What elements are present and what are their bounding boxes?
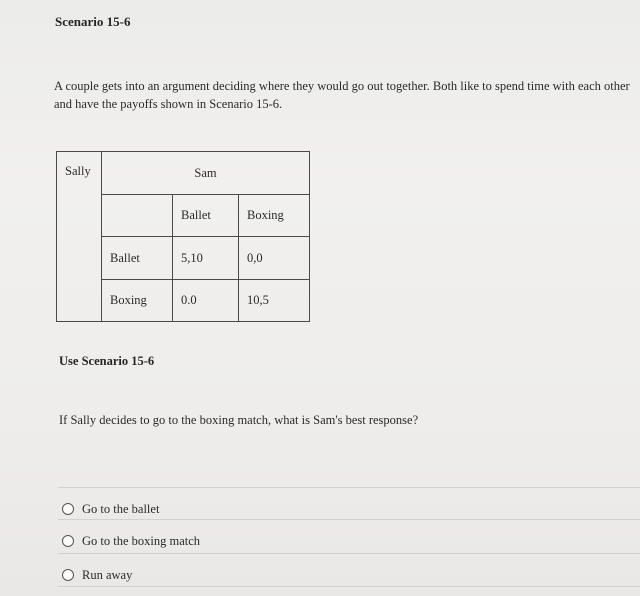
- payoff-cell: 0.0: [173, 280, 239, 322]
- row-header-ballet: Ballet: [102, 237, 173, 280]
- column-header-boxing: Boxing: [239, 195, 310, 237]
- question-text: If Sally decides to go to the boxing match, what is Sam's best response?: [59, 413, 419, 427]
- payoff-cell: 0,0: [239, 237, 310, 280]
- radio-button[interactable]: [62, 503, 74, 515]
- divider: [58, 553, 640, 554]
- radio-button[interactable]: [62, 535, 74, 547]
- scenario-description: A couple gets into an argument deciding where they would go out together. Both like to spend time with each other and have the payoffs shown in Scenario 15-6.: [54, 79, 630, 111]
- option-label: Go to the boxing match: [82, 533, 201, 548]
- scenario-title: Scenario 15-6: [55, 14, 131, 29]
- radio-button[interactable]: [62, 569, 74, 581]
- option-label: Go to the ballet: [82, 501, 160, 516]
- divider: [58, 487, 640, 488]
- column-header-ballet: Ballet: [173, 195, 239, 237]
- use-scenario-heading: Use Scenario 15-6: [59, 354, 155, 368]
- divider: [58, 586, 640, 587]
- option-go-to-boxing-match[interactable]: [62, 532, 200, 550]
- payoff-cell: 5,10: [173, 237, 239, 280]
- row-header-boxing: Boxing: [102, 280, 173, 322]
- column-player-label: Sam: [102, 152, 310, 195]
- row-player-label: Sally: [57, 152, 102, 322]
- option-go-to-ballet[interactable]: [62, 500, 159, 518]
- payoff-cell: 10,5: [239, 280, 310, 322]
- option-run-away[interactable]: [62, 566, 132, 584]
- matrix-corner-cell: [102, 195, 173, 237]
- option-label: Run away: [82, 567, 133, 582]
- divider: [58, 519, 640, 520]
- payoff-matrix: [56, 151, 310, 322]
